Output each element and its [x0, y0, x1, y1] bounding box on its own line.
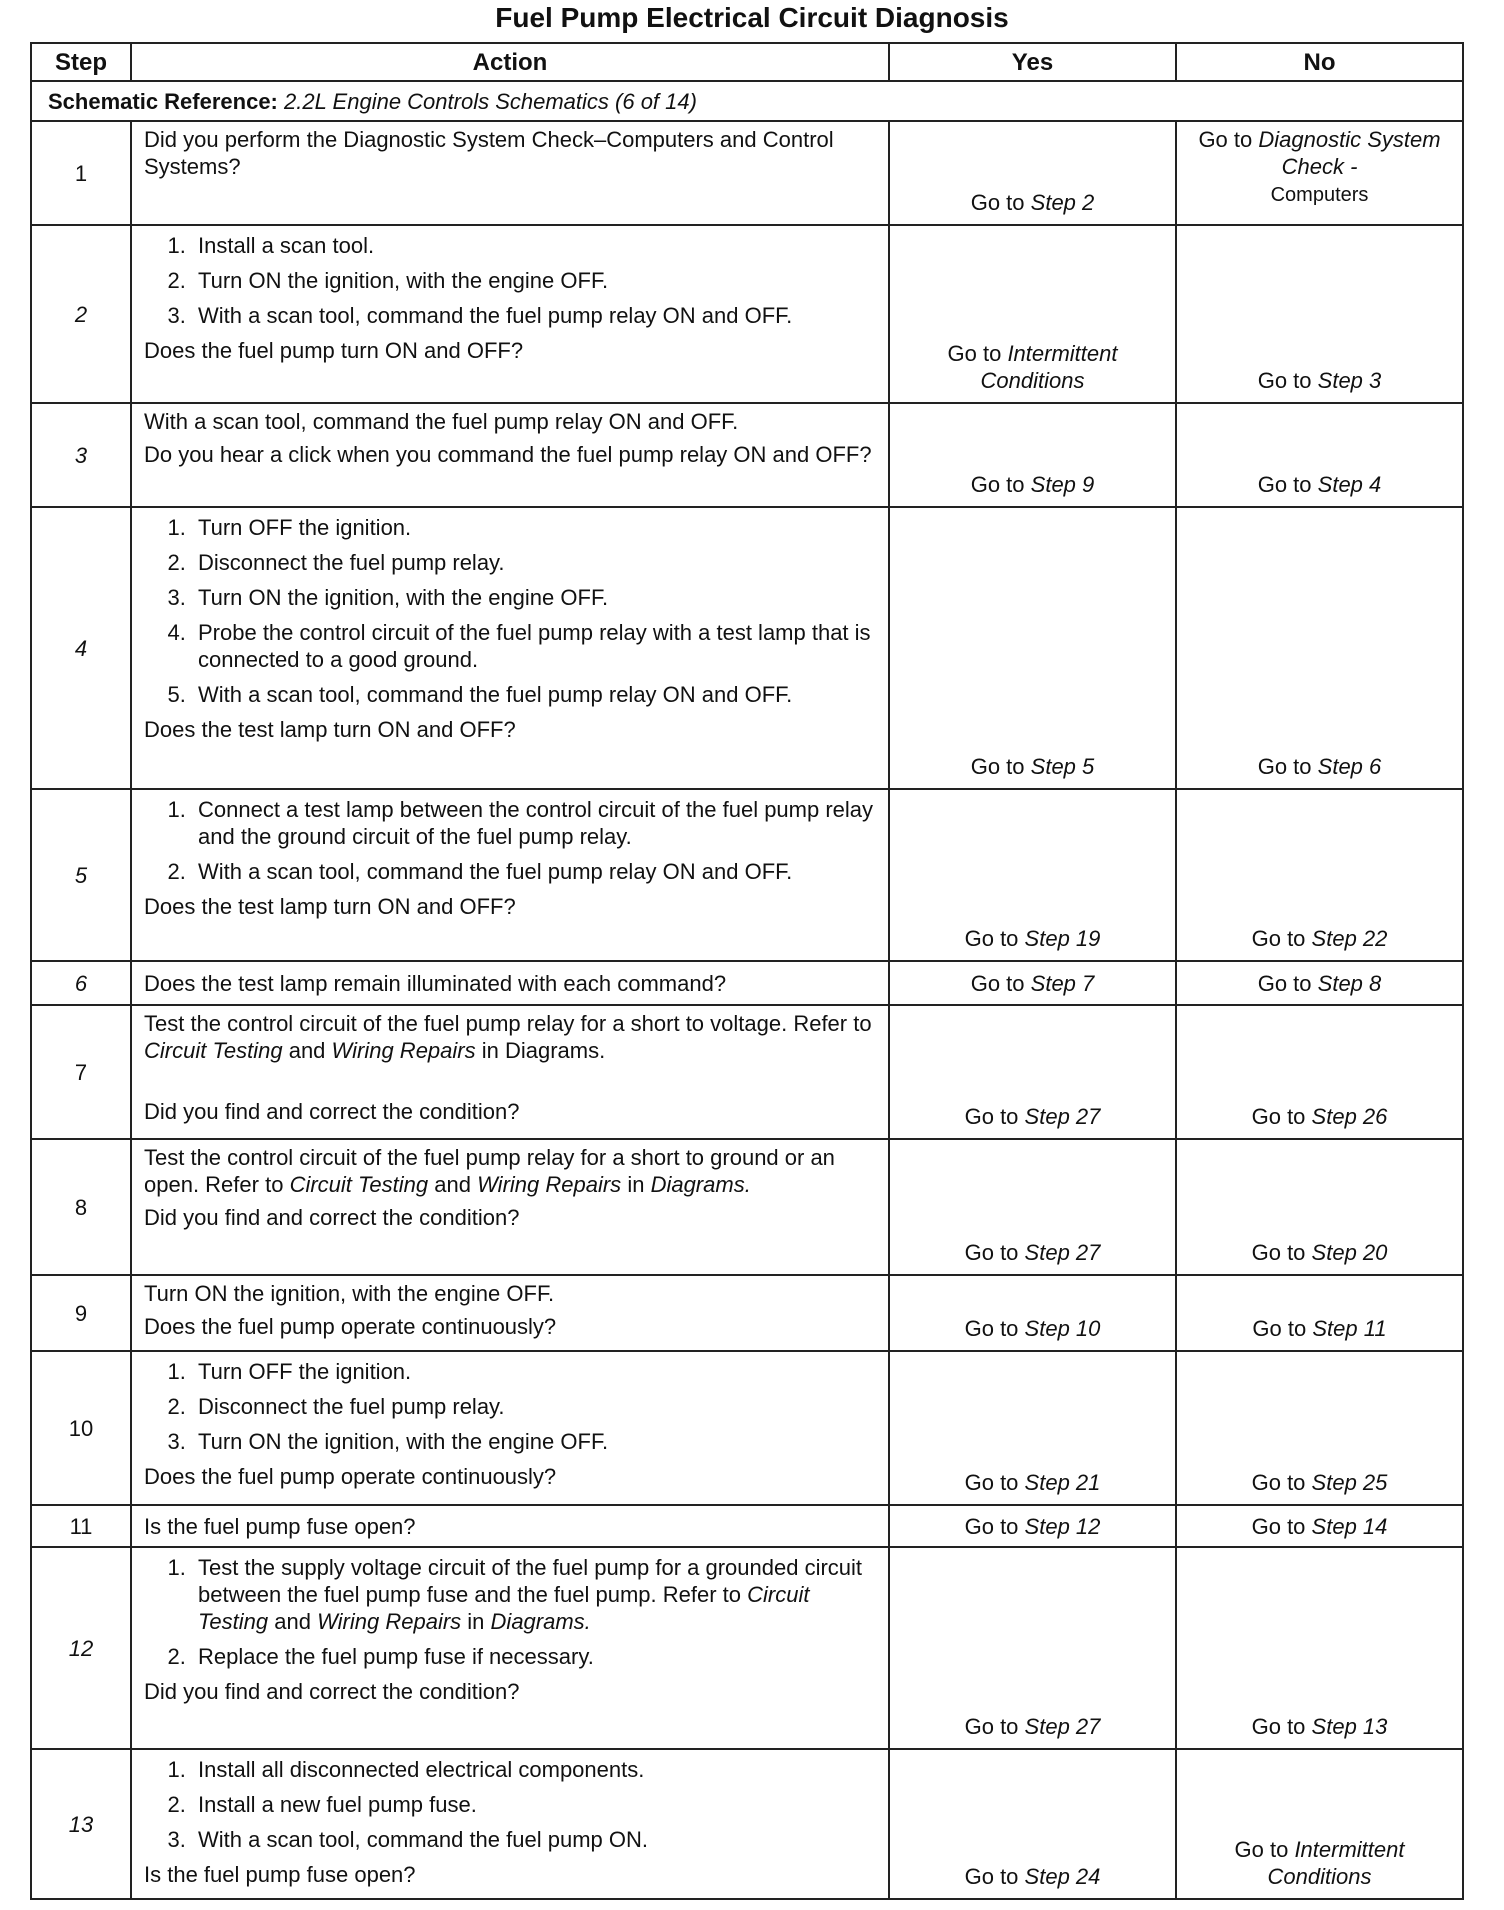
action-text: Did you perform the Diagnostic System Check–Computers and Control Systems?	[144, 127, 834, 179]
action-cell	[131, 1275, 889, 1351]
yes-cell: Go to Step 12	[889, 1505, 1176, 1547]
action-list: 1. Connect a test lamp between the control circuit of the fuel pump relay and the ground circuit of the fuel pump relay. 2. With a scan tool, command the fuel pump relay ON and OFF.	[144, 796, 880, 885]
header-row	[31, 43, 1463, 81]
action-cell	[131, 1139, 889, 1275]
table-row	[31, 225, 1463, 403]
yes-cell: Go to Step 24	[889, 1749, 1176, 1899]
action-question: Does the test lamp remain illuminated with each command?	[144, 970, 727, 996]
page-title: Fuel Pump Electrical Circuit Diagnosis	[495, 2, 1009, 33]
action-question: Is the fuel pump fuse open?	[144, 1862, 416, 1887]
yes-cell: Go to Step 27	[889, 1005, 1176, 1139]
step-number: 6	[31, 961, 131, 1005]
yes-cell: Go to Step 9	[889, 403, 1176, 507]
no-cell: Go to Step 14	[1176, 1505, 1463, 1547]
no-cell: Go to Step 11	[1176, 1275, 1463, 1351]
table-row	[31, 121, 1463, 225]
yes-cell: Go to Step 19	[889, 789, 1176, 961]
yes-cell: Go to Step 7	[889, 961, 1176, 1005]
table-row	[31, 789, 1463, 961]
step-number: 5	[31, 789, 131, 961]
action-cell	[131, 1547, 889, 1749]
schematic-value: 2.2L Engine Controls Schematics (6 of 14)	[284, 88, 697, 114]
action-cell	[131, 225, 889, 403]
no-cell: Go to Step 20	[1176, 1139, 1463, 1275]
step-number: 12	[31, 1547, 131, 1749]
action-question: Is the fuel pump fuse open?	[144, 1513, 416, 1539]
action-question: Did you find and correct the condition?	[144, 1205, 520, 1230]
action-text: With a scan tool, command the fuel pump relay ON and OFF.	[144, 409, 739, 434]
no-cell: Go to Step 6	[1176, 507, 1463, 789]
action-question: Did you find and correct the condition?	[144, 1679, 520, 1704]
action-question: Do you hear a click when you command the fuel pump relay ON and OFF?	[144, 442, 872, 467]
action-list: 1. Install a scan tool. 2. Turn ON the ignition, with the engine OFF. 3. With a scan tool, command the fuel pump relay ON and OFF.	[144, 232, 880, 329]
schematic-reference	[31, 81, 1463, 121]
action-cell	[131, 1749, 889, 1899]
table-row	[31, 1505, 1463, 1547]
schematic-row	[31, 81, 1463, 121]
yes-cell: Go to Intermittent Conditions	[889, 225, 1176, 403]
step-number: 3	[31, 403, 131, 507]
action-question: Does the test lamp turn ON and OFF?	[144, 717, 516, 742]
schematic-label: Schematic Reference:	[48, 88, 278, 114]
yes-cell: Go to Step 27	[889, 1547, 1176, 1749]
no-cell: Go to Step 3	[1176, 225, 1463, 403]
action-list: 1. Install all disconnected electrical components. 2. Install a new fuel pump fuse. 3. With a scan tool, command the fuel pump ON.	[144, 1756, 880, 1853]
step-number: 2	[31, 225, 131, 403]
yes-cell: Go to Step 21	[889, 1351, 1176, 1505]
no-cell: Go to Step 13	[1176, 1547, 1463, 1749]
action-text: Test the control circuit of the fuel pump relay for a short to ground or an open. Refer to Circuit Testing and Wiring Repairs in Diagrams.	[144, 1145, 835, 1197]
action-cell	[131, 1005, 889, 1139]
step-number: 1	[31, 121, 131, 225]
action-cell	[131, 121, 889, 225]
yes-cell: Go to Step 2	[889, 121, 1176, 225]
header-no: No	[1176, 43, 1463, 81]
table-row	[31, 1005, 1463, 1139]
table-row	[31, 1275, 1463, 1351]
action-text: Turn ON the ignition, with the engine OFF.	[144, 1281, 555, 1306]
action-cell	[131, 1505, 889, 1547]
step-number: 8	[31, 1139, 131, 1275]
table-row	[31, 961, 1463, 1005]
action-question: Did you find and correct the condition?	[144, 1099, 520, 1124]
table-row	[31, 1351, 1463, 1505]
action-question: Does the fuel pump turn ON and OFF?	[144, 338, 524, 363]
action-list: 1. Turn OFF the ignition. 2. Disconnect the fuel pump relay. 3. Turn ON the ignition, with the engine OFF. 4. Probe the control circuit of the fuel pump relay with a test lamp that is connected to a good ground. 5. With a scan tool, command the fuel pump relay ON and OFF.	[144, 514, 880, 708]
step-number: 13	[31, 1749, 131, 1899]
action-question: Does the fuel pump operate continuously?	[144, 1464, 557, 1489]
action-cell	[131, 507, 889, 789]
step-number: 7	[31, 1005, 131, 1139]
header-action: Action	[131, 43, 889, 81]
action-list: 1. Turn OFF the ignition. 2. Disconnect the fuel pump relay. 3. Turn ON the ignition, with the engine OFF.	[144, 1358, 880, 1455]
table-row	[31, 507, 1463, 789]
action-text: Test the control circuit of the fuel pump relay for a short to voltage. Refer to Circuit Testing and Wiring Repairs in Diagrams.	[144, 1011, 872, 1063]
diagnosis-table	[30, 42, 1464, 1900]
no-cell: Go to Step 25	[1176, 1351, 1463, 1505]
table-row	[31, 403, 1463, 507]
step-number: 10	[31, 1351, 131, 1505]
no-cell: Go to Step 8	[1176, 961, 1463, 1005]
step-number: 4	[31, 507, 131, 789]
yes-cell: Go to Step 10	[889, 1275, 1176, 1351]
action-question: Does the fuel pump operate continuously?	[144, 1314, 557, 1339]
no-cell: Go to Intermittent Conditions	[1176, 1749, 1463, 1899]
action-list: 1. Test the supply voltage circuit of the fuel pump for a grounded circuit between the fuel pump fuse and the fuel pump. Refer to Circuit Testing and Wiring Repairs in Diagrams. 2. Replace the fuel pump fuse if necessary.	[144, 1554, 880, 1670]
no-cell: Go to Step 4	[1176, 403, 1463, 507]
table-row	[31, 1547, 1463, 1749]
action-cell	[131, 789, 889, 961]
no-cell: Go to Step 26	[1176, 1005, 1463, 1139]
yes-cell: Go to Step 5	[889, 507, 1176, 789]
step-number: 9	[31, 1275, 131, 1351]
yes-cell: Go to Step 27	[889, 1139, 1176, 1275]
action-question: Does the test lamp turn ON and OFF?	[144, 894, 516, 919]
header-yes: Yes	[889, 43, 1176, 81]
no-cell: Go to Diagnostic System Check - Computers	[1176, 121, 1463, 225]
header-step: Step	[31, 43, 131, 81]
table-row	[31, 1139, 1463, 1275]
no-cell: Go to Step 22	[1176, 789, 1463, 961]
action-cell	[131, 1351, 889, 1505]
table-row	[31, 1749, 1463, 1899]
action-cell	[131, 961, 889, 1005]
step-number: 11	[31, 1505, 131, 1547]
action-cell	[131, 403, 889, 507]
